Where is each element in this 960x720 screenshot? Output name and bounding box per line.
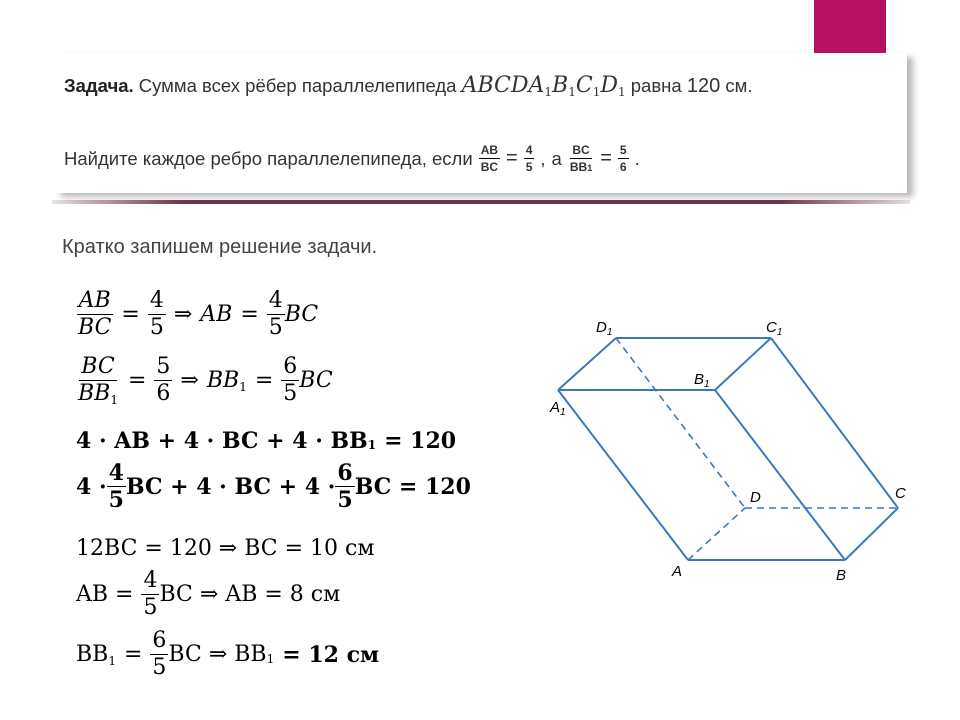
label-C1: $C_1$ (766, 319, 783, 338)
edge-A1-A (558, 390, 688, 560)
solution-note: Кратко запишем решение задачи. (62, 236, 378, 258)
edge-B-C (845, 508, 898, 560)
task-ratio2-fraction: $\frac{BC}{BB1}$ (569, 143, 593, 174)
task-ratio1-fraction: $\frac{AB}{BC}$ (480, 143, 499, 174)
solution-line-5: 12BC = 120 ⇒ BC = 10 см (76, 536, 375, 561)
hidden-edge-D1-D (616, 338, 745, 508)
task-ratio1-value: $\frac{4}{5}$ (525, 143, 533, 174)
solution-line-3: 4 · AB + 4 · BC + 4 · BB 1 = 120 (76, 428, 457, 454)
task-ratio2-value: $\frac{5}{6}$ (619, 143, 627, 174)
label-D: D (750, 489, 761, 506)
task-lead: Задача. (64, 75, 134, 96)
label-A1: $A_1$ (550, 399, 566, 418)
solution-line-1: $\frac{AB}{BC}$ = $\frac{4}{5}$ ⇒ AB = $\frac{4}{5}$ BC (78, 288, 319, 340)
accent-block (814, 0, 886, 56)
solution-line-7: BB1 = $\frac{6}{5}$ BC ⇒ BB 1 = 12 см (76, 628, 380, 680)
solution-line-2: $\frac{BC}{BB1}$ = $\frac{5}{6}$ ⇒ BB1 = $\frac{6}{5}$ BC (78, 354, 333, 407)
solution-line-6: AB = $\frac{4}{5}$ BC ⇒ AB = 8 см (76, 568, 341, 620)
label-C: C (895, 485, 906, 502)
label-B: B (836, 567, 847, 584)
edge-A1-D1 (558, 338, 616, 390)
edge-C1-C (771, 338, 898, 508)
task-unit: см. (725, 75, 753, 96)
task-line-1 (64, 73, 752, 98)
task-conj: а (551, 147, 562, 169)
label-A: A (672, 563, 683, 580)
parallelepiped-diagram (540, 310, 920, 590)
task-line-2: Найдите каждое ребро параллелепипеда, если $\frac{AB}{BC}$ = $\frac{4}{5}$ , а $\frac{BC}{BB1}$ = $\frac{5}{6}$ . (64, 143, 640, 174)
task-equals-word: равна (630, 75, 682, 96)
hidden-edge-A-D (688, 508, 745, 560)
task-total: 120 (686, 75, 721, 97)
task-text-1: Сумма всех рёбер параллелепипеда (138, 75, 457, 96)
edge-C1-B1 (715, 338, 771, 390)
task-text-2: Найдите каждое ребро параллелепипеда, если (64, 147, 473, 169)
banner-underline (52, 200, 910, 204)
figure-name: ABCDA1B1C1D1 (461, 73, 626, 99)
solution-line-4: 4 · $\frac{4}{5}$ BC + 4 · BC + 4 · $\frac{6}{5}$ BC = 120 (76, 460, 471, 513)
edge-B1-B (715, 390, 845, 560)
label-B1: $B_1$ (694, 371, 710, 390)
label-D1: $D_1$ (596, 319, 613, 338)
